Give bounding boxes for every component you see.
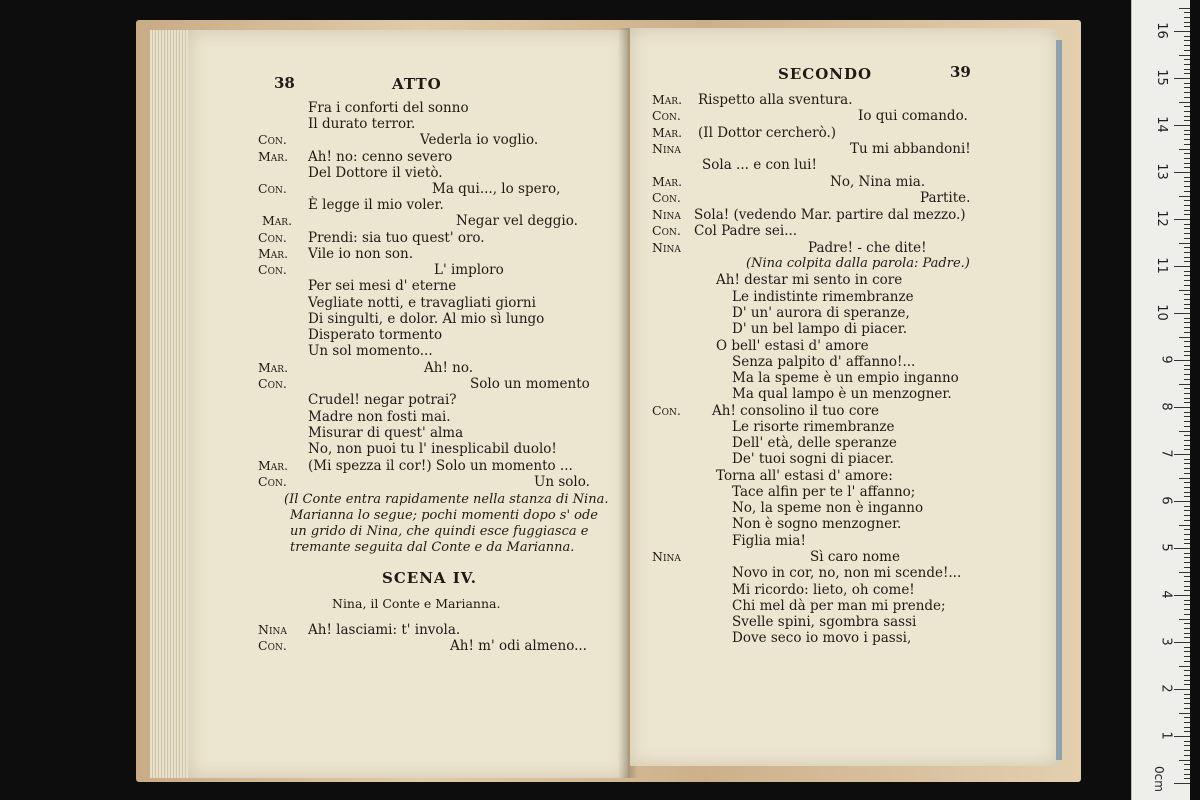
ruler-tick — [1184, 529, 1190, 530]
ruler-tick — [1184, 581, 1190, 582]
ruler-tick — [1184, 120, 1190, 121]
ruler-tick — [1179, 337, 1190, 338]
ruler-tick — [1184, 271, 1190, 272]
ruler-tick — [1174, 642, 1190, 643]
ruler-tick — [1184, 633, 1190, 634]
ruler-tick — [1184, 510, 1190, 511]
ruler-tick — [1184, 769, 1190, 770]
ruler-tick — [1184, 200, 1190, 201]
ruler-tick — [1184, 12, 1190, 13]
verse-line: Ma qui..., lo spero, — [432, 181, 561, 197]
ruler-tick — [1184, 322, 1190, 323]
ruler-tick — [1184, 459, 1190, 460]
speaker-label: Mar. — [258, 360, 289, 375]
running-head-left: ATTO — [392, 75, 442, 93]
ruler-tick — [1184, 163, 1190, 164]
ruler-tick — [1179, 384, 1190, 385]
ruler-tick — [1184, 106, 1190, 107]
ruler-tick — [1184, 680, 1190, 681]
verse-line: Un sol momento... — [308, 343, 433, 359]
ruler-tick — [1184, 388, 1190, 389]
ruler-tick — [1184, 553, 1190, 554]
speaker-label: Mar. — [652, 125, 683, 140]
ruler-tick — [1184, 116, 1190, 117]
verse-line: Per sei mesi d' eterne — [308, 278, 457, 294]
ruler-tick — [1184, 698, 1190, 699]
verse-line: Padre! - che dite! — [808, 240, 927, 256]
speaker-label: Con. — [652, 403, 681, 418]
ruler-tick — [1184, 745, 1190, 746]
ruler-tick — [1184, 543, 1190, 544]
speaker-label: Con. — [258, 262, 287, 277]
ruler-tick — [1184, 252, 1190, 253]
ruler-tick — [1184, 374, 1190, 375]
ruler-tick — [1184, 69, 1190, 70]
speaker-label: Nina — [258, 622, 287, 637]
ruler-tick — [1184, 97, 1190, 98]
ruler-number: 4 — [1158, 590, 1174, 599]
ruler-tick — [1184, 22, 1190, 23]
ruler-tick — [1174, 783, 1190, 784]
ruler-tick — [1184, 214, 1190, 215]
verse-line: Crudel! negar potrai? — [308, 392, 457, 408]
ruler-tick — [1174, 125, 1190, 126]
verse-line: Ah! lasciami: t' invola. — [308, 622, 461, 638]
verse-line: Un solo. — [534, 474, 590, 490]
ruler-tick — [1184, 40, 1190, 41]
verse-line: Io qui comando. — [858, 108, 968, 124]
ruler-tick — [1184, 73, 1190, 74]
ruler-tick — [1184, 449, 1190, 450]
speaker-label: Con. — [652, 223, 681, 238]
right-page — [630, 28, 1058, 766]
speaker-label: Con. — [258, 181, 287, 196]
ruler-tick — [1184, 628, 1190, 629]
ruler-number: 11 — [1154, 257, 1170, 274]
ruler-tick — [1184, 614, 1190, 615]
ruler-number: 12 — [1154, 210, 1170, 227]
verse-line: Rispetto alla sventura. — [698, 92, 853, 108]
ruler-tick — [1184, 393, 1190, 394]
verse-line: Chi mel dà per man mi prende; — [732, 598, 946, 614]
ruler-tick — [1184, 651, 1190, 652]
verse-line: Tu mi abbandoni! — [850, 141, 971, 157]
verse-line: Madre non fosti mai. — [308, 409, 451, 425]
ruler-tick — [1184, 275, 1190, 276]
verse-line: D' un bel lampo di piacer. — [732, 321, 908, 337]
verse-line: Negar vel deggio. — [456, 213, 578, 229]
ruler-tick — [1184, 130, 1190, 131]
verse-line: Le risorte rimembranze — [732, 419, 895, 435]
ruler-tick — [1184, 224, 1190, 225]
scene-title: SCENA IV. — [382, 569, 478, 587]
ruler-tick — [1179, 8, 1190, 9]
ruler-tick — [1184, 318, 1190, 319]
ruler-tick — [1184, 50, 1190, 51]
ruler-tick — [1184, 694, 1190, 695]
ruler-tick — [1184, 257, 1190, 258]
ruler-tick — [1184, 280, 1190, 281]
verse-line: Le indistinte rimembranze — [732, 289, 914, 305]
left-page — [188, 30, 628, 778]
ruler-tick — [1184, 177, 1190, 178]
ruler-tick — [1184, 45, 1190, 46]
ruler-tick — [1184, 299, 1190, 300]
verse-line: Figlia mia! — [732, 533, 806, 549]
ruler-tick — [1184, 435, 1190, 436]
ruler-tick — [1184, 139, 1190, 140]
ruler-number: 10 — [1154, 304, 1170, 321]
ruler-tick — [1184, 26, 1190, 27]
ruler-tick — [1184, 369, 1190, 370]
verse-line: (Mi spezza il cor!) Solo un momento ... — [308, 458, 573, 474]
ruler-tick — [1184, 741, 1190, 742]
verse-line: Ah! no. — [424, 360, 474, 376]
ruler-tick — [1184, 64, 1190, 65]
ruler-tick — [1184, 567, 1190, 568]
verse-line: Sola ... e con lui! — [702, 157, 817, 173]
verse-line: Sola! (vedendo Mar. partire dal mezzo.) — [694, 207, 966, 223]
ruler-tick — [1184, 482, 1190, 483]
ruler-tick — [1184, 304, 1190, 305]
ruler-tick — [1179, 478, 1190, 479]
ruler-tick — [1184, 623, 1190, 624]
verse-line: L' imploro — [434, 262, 504, 278]
ruler-tick — [1184, 421, 1190, 422]
speaker-label: Con. — [258, 638, 287, 653]
stage-direction: (Il Conte entra rapidamente nella stanza di Nina. — [284, 492, 609, 507]
running-head-right: SECONDO — [778, 65, 873, 83]
ruler-tick — [1184, 703, 1190, 704]
verse-line: Partite. — [920, 190, 971, 206]
ruler-tick — [1174, 172, 1190, 173]
speaker-label: Mar. — [652, 92, 683, 107]
ruler-tick — [1184, 92, 1190, 93]
ruler-tick — [1184, 365, 1190, 366]
ruler-tick — [1184, 609, 1190, 610]
ruler-tick — [1184, 233, 1190, 234]
ruler-tick — [1179, 55, 1190, 56]
verse-line: Ma qual lampo è un menzogner. — [732, 386, 952, 402]
ruler-tick — [1179, 196, 1190, 197]
ruler-tick — [1184, 111, 1190, 112]
verse-line: Misurar di quest' alma — [308, 425, 464, 441]
ruler-tick — [1184, 144, 1190, 145]
ruler-tick — [1174, 689, 1190, 690]
verse-line: Ah! no: cenno severo — [308, 149, 453, 165]
ruler-tick — [1184, 557, 1190, 558]
ruler-tick — [1184, 158, 1190, 159]
ruler-number: 6 — [1158, 496, 1174, 505]
ruler-tick — [1179, 102, 1190, 103]
ruler-tick — [1184, 294, 1190, 295]
stage-direction: tremante seguita dal Conte e da Marianna. — [290, 540, 575, 555]
speaker-label: Con. — [258, 376, 287, 391]
ruler-tick — [1184, 228, 1190, 229]
page-fore-edge — [1056, 40, 1062, 760]
ruler-tick — [1184, 440, 1190, 441]
verse-line: Disperato tormento — [308, 327, 443, 343]
verse-line: Solo un momento — [470, 376, 590, 392]
ruler-tick — [1184, 534, 1190, 535]
ruler-tick — [1184, 576, 1190, 577]
speaker-label: Mar. — [258, 246, 289, 261]
ruler-tick — [1184, 684, 1190, 685]
ruler-tick — [1174, 595, 1190, 596]
page-number-right: 39 — [950, 63, 971, 81]
ruler-tick — [1184, 210, 1190, 211]
ruler-tick — [1184, 562, 1190, 563]
verse-line: Ah! destar mi sento in core — [716, 272, 903, 288]
ruler-tick — [1184, 506, 1190, 507]
stage-direction: (Nina colpita dalla parola: Padre.) — [746, 256, 970, 271]
verse-line: Torna all' estasi d' amore: — [716, 468, 893, 484]
ruler-tick — [1184, 398, 1190, 399]
ruler-tick — [1184, 675, 1190, 676]
verse-line: Non è sogno menzogner. — [732, 516, 902, 532]
ruler-tick — [1179, 619, 1190, 620]
ruler-tick — [1179, 666, 1190, 667]
ruler-tick — [1184, 87, 1190, 88]
ruler-tick — [1184, 764, 1190, 765]
ruler-tick — [1184, 708, 1190, 709]
ruler-tick — [1174, 78, 1190, 79]
ruler-tick — [1184, 412, 1190, 413]
ruler-tick — [1184, 402, 1190, 403]
ruler-tick — [1184, 539, 1190, 540]
speaker-label: Con. — [652, 190, 681, 205]
ruler-tick — [1184, 134, 1190, 135]
ruler-tick — [1184, 445, 1190, 446]
verse-line: Vederla io voglio. — [420, 132, 539, 148]
ruler-tick — [1184, 600, 1190, 601]
ruler-tick — [1174, 736, 1190, 737]
ruler-tick — [1179, 243, 1190, 244]
verse-line: De' tuoi sogni di piacer. — [732, 451, 894, 467]
speaker-label: Con. — [258, 230, 287, 245]
ruler-tick — [1184, 205, 1190, 206]
ruler-number: 14 — [1154, 116, 1170, 133]
ruler-tick — [1184, 727, 1190, 728]
measuring-ruler — [1131, 0, 1190, 800]
ruler-tick — [1184, 346, 1190, 347]
ruler-tick — [1184, 473, 1190, 474]
verse-line: Ma la speme è un empio inganno — [732, 370, 959, 386]
verse-line: Del Dottore il vietò. — [308, 165, 443, 181]
speaker-label: Nina — [652, 240, 681, 255]
verse-line: Vegliate notti, e travagliati giorni — [308, 295, 536, 311]
verse-line: Dove seco io movo i passi, — [732, 630, 912, 646]
ruler-tick — [1179, 572, 1190, 573]
verse-line: Ah! m' odi almeno... — [450, 638, 587, 654]
speaker-label: Mar. — [262, 213, 293, 228]
verse-line: Mi ricordo: lieto, oh come! — [732, 582, 915, 598]
ruler-tick — [1184, 604, 1190, 605]
ruler-tick — [1184, 496, 1190, 497]
ruler-tick — [1179, 431, 1190, 432]
stage-direction: Marianna lo segue; pochi momenti dopo s' ode — [290, 508, 598, 523]
verse-line: Novo in cor, no, non mi scende!... — [732, 565, 962, 581]
ruler-tick — [1184, 778, 1190, 779]
verse-line: È legge il mio voler. — [308, 197, 444, 213]
speaker-label: Mar. — [652, 174, 683, 189]
verse-line: No, non puoi tu l' inesplicabil duolo! — [308, 441, 557, 457]
ruler-unit-label: 0cm — [1152, 766, 1167, 792]
verse-line: D' un' aurora di speranze, — [732, 305, 910, 321]
ruler-tick — [1174, 31, 1190, 32]
ruler-tick — [1174, 501, 1190, 502]
verse-line: Senza palpito d' affanno!... — [732, 354, 916, 370]
verse-line: Col Padre sei... — [694, 223, 798, 239]
ruler-tick — [1184, 285, 1190, 286]
ruler-tick — [1184, 670, 1190, 671]
ruler-tick — [1184, 355, 1190, 356]
verse-line: Prendi: sia tuo quest' oro. — [308, 230, 485, 246]
ruler-tick — [1174, 548, 1190, 549]
ruler-tick — [1184, 191, 1190, 192]
ruler-tick — [1184, 463, 1190, 464]
ruler-tick — [1184, 247, 1190, 248]
ruler-number: 8 — [1158, 402, 1174, 411]
ruler-tick — [1184, 755, 1190, 756]
ruler-tick — [1184, 416, 1190, 417]
ruler-tick — [1184, 308, 1190, 309]
ruler-tick — [1184, 83, 1190, 84]
ruler-tick — [1184, 515, 1190, 516]
ruler-tick — [1179, 713, 1190, 714]
speaker-label: Mar. — [258, 458, 289, 473]
verse-line: No, Nina mia. — [830, 174, 926, 190]
ruler-tick — [1184, 637, 1190, 638]
ruler-tick — [1184, 487, 1190, 488]
ruler-tick — [1179, 290, 1190, 291]
ruler-tick — [1184, 167, 1190, 168]
ruler-tick — [1184, 341, 1190, 342]
ruler-tick — [1184, 468, 1190, 469]
verse-line: Fra i conforti del sonno — [308, 100, 469, 116]
verse-line: O bell' estasi d' amore — [716, 338, 869, 354]
verse-line: Ah! consolino il tuo core — [712, 403, 879, 419]
verse-line: Di singulti, e dolor. Al mio sì lungo — [308, 311, 545, 327]
ruler-tick — [1184, 379, 1190, 380]
verse-line: No, la speme non è inganno — [732, 500, 924, 516]
speaker-label: Con. — [652, 108, 681, 123]
stage-direction: un grido di Nina, che quindi esce fuggiasca e — [290, 524, 589, 539]
ruler-tick — [1184, 17, 1190, 18]
ruler-number: 2 — [1158, 684, 1174, 693]
speaker-label: Nina — [652, 549, 681, 564]
verse-line: (Il Dottor cercherò.) — [698, 125, 837, 141]
ruler-tick — [1179, 149, 1190, 150]
ruler-tick — [1184, 238, 1190, 239]
speaker-label: Nina — [652, 207, 681, 222]
ruler-tick — [1184, 717, 1190, 718]
ruler-tick — [1184, 186, 1190, 187]
ruler-tick — [1184, 59, 1190, 60]
ruler-tick — [1174, 266, 1190, 267]
ruler-tick — [1179, 760, 1190, 761]
verse-line: Dell' età, delle speranze — [732, 435, 897, 451]
ruler-tick — [1174, 313, 1190, 314]
ruler-tick — [1184, 153, 1190, 154]
ruler-number: 9 — [1158, 355, 1174, 364]
ruler-number: 16 — [1154, 22, 1170, 39]
ruler-tick — [1184, 181, 1190, 182]
ruler-number: 13 — [1154, 163, 1170, 180]
ruler-tick — [1184, 750, 1190, 751]
verse-line: Svelle spini, sgombra sassi — [732, 614, 917, 630]
speaker-label: Nina — [652, 141, 681, 156]
ruler-tick — [1184, 520, 1190, 521]
ruler-tick — [1184, 647, 1190, 648]
ruler-tick — [1184, 731, 1190, 732]
ruler-tick — [1174, 454, 1190, 455]
ruler-tick — [1184, 351, 1190, 352]
ruler-tick — [1184, 332, 1190, 333]
ruler-tick — [1184, 722, 1190, 723]
scene-characters: Nina, il Conte e Marianna. — [332, 596, 501, 611]
verse-line: Il durato terror. — [308, 116, 416, 132]
ruler-number: 5 — [1158, 543, 1174, 552]
ruler-tick — [1184, 327, 1190, 328]
ruler-number: 1 — [1158, 731, 1174, 740]
ruler-tick — [1184, 261, 1190, 262]
speaker-label: Con. — [258, 132, 287, 147]
page-number-left: 38 — [274, 74, 295, 92]
ruler-number: 15 — [1154, 69, 1170, 86]
speaker-label: Mar. — [258, 149, 289, 164]
ruler-tick — [1184, 36, 1190, 37]
ruler-number: 7 — [1158, 449, 1174, 458]
ruler-tick — [1184, 586, 1190, 587]
ruler-tick — [1179, 525, 1190, 526]
ruler-tick — [1184, 426, 1190, 427]
ruler-tick — [1174, 360, 1190, 361]
ruler-tick — [1184, 590, 1190, 591]
speaker-label: Con. — [258, 474, 287, 489]
verse-line: Tace alfin per te l' affanno; — [732, 484, 916, 500]
ruler-tick — [1174, 219, 1190, 220]
ruler-tick — [1184, 774, 1190, 775]
ruler-tick — [1184, 492, 1190, 493]
verse-line: Vile io non son. — [308, 246, 414, 262]
ruler-number: 3 — [1158, 637, 1174, 646]
ruler-tick — [1184, 656, 1190, 657]
verse-line: Sì caro nome — [810, 549, 900, 565]
ruler-tick — [1184, 661, 1190, 662]
ruler-tick — [1174, 407, 1190, 408]
